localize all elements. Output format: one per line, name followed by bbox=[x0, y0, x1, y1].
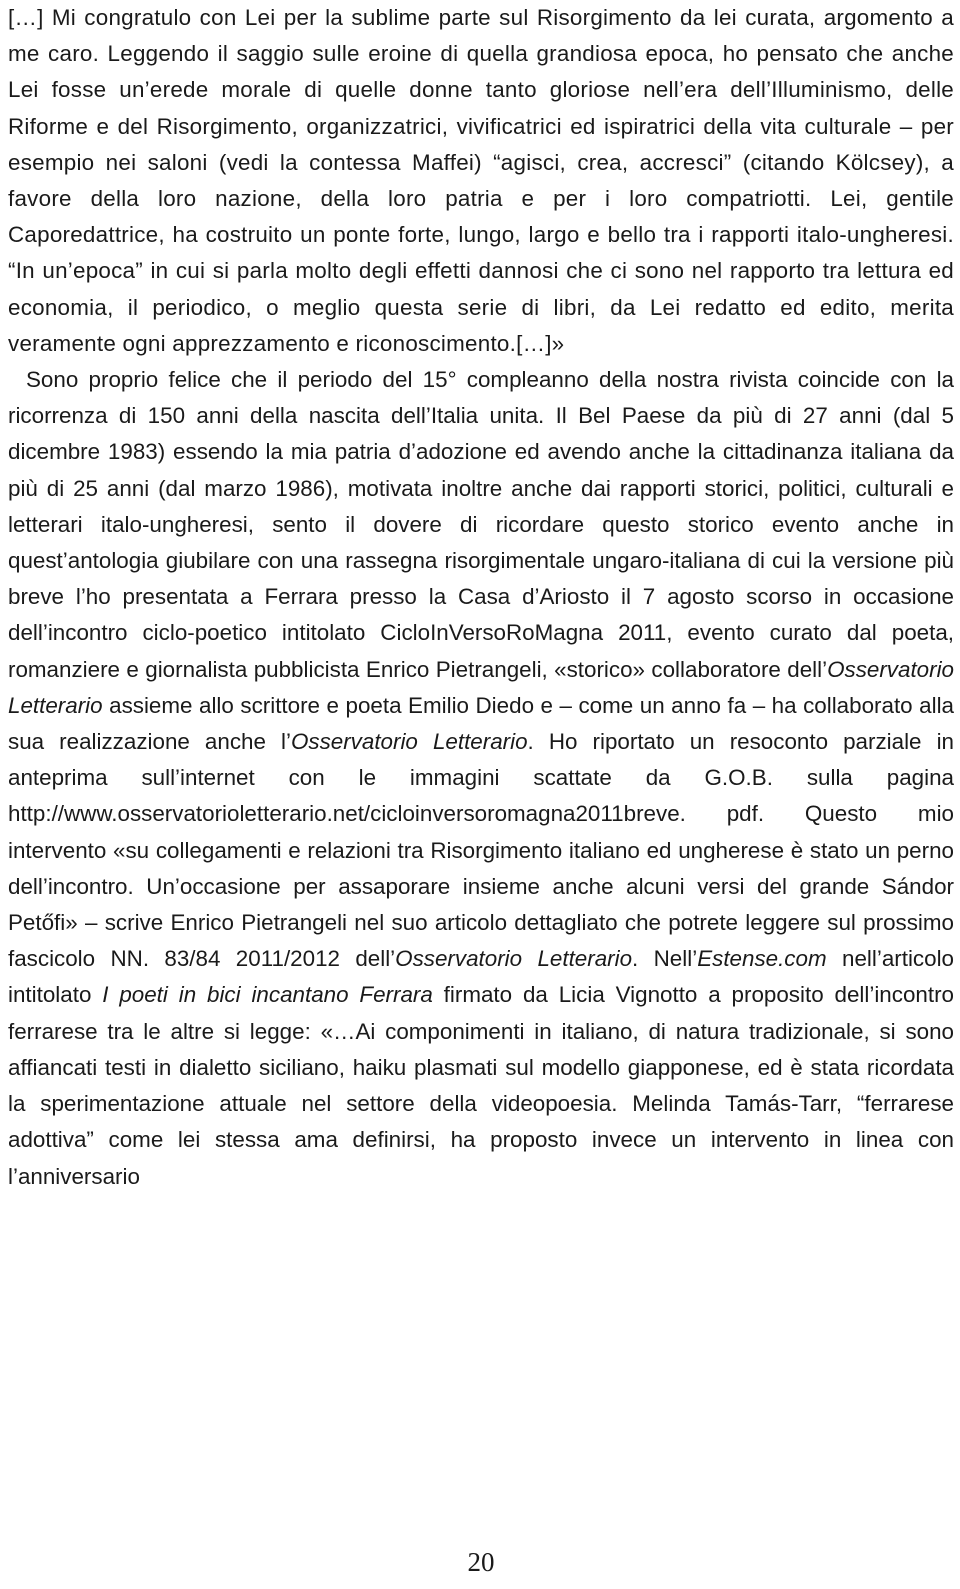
body-text-segment: Sono proprio felice che il periodo del 15° compleanno della nostra rivista coincide con la ricorrenza di 150 anni della nascita dell’Italia unita. Il Bel Paese da più di 27 anni (dal 5 dicembre 1983) essendo la mia patria d’adozione ed avendo anche la cittadinanza italiana da più di 25 anni (dal marzo 1986), motivata inoltre anche dai rapporti storici, politici, culturali e letterari italo-ungheresi, sento il dovere di ricordare questo storico evento anche in quest’antologia giubilare con una rassegna risorgimentale ungaro-italiana di cui la versione più breve l’ho presentata a Ferrara presso la Casa d’Ariosto il 7 agosto scorso in occasione dell’incontro ciclo-poetico intitolato CicloInVersoRoMagna 2011, evento curato dal poeta, romanziere e giornalista pubblicista Enrico Pietrangeli, «storico» collaboratore dell’ bbox=[8, 367, 954, 682]
body-paragraph bbox=[8, 362, 954, 1195]
page-number: 20 bbox=[467, 1547, 495, 1577]
body-text-segment: assieme allo scrittore e poeta Emilio Diedo e – come un anno fa – ha collaborato alla sua realizzazione anche l’ bbox=[8, 692, 954, 755]
journal-title: Osservatorio Letterario bbox=[8, 656, 954, 718]
article-title: I poeti in bici incantano Ferrara bbox=[102, 982, 433, 1008]
website-name: Estense.com bbox=[697, 946, 827, 972]
document-page bbox=[8, 0, 954, 1589]
journal-title: Osservatorio Letterario bbox=[290, 729, 528, 755]
body-text-segment: . Nell’ bbox=[632, 946, 698, 972]
body-text-segment: nell’articolo intitolato bbox=[8, 946, 954, 1008]
body-text-segment: . Ho riportato un resoconto parziale in anteprima sull’internet con le immagini scattate da G.O.B. sulla pagina http://www.osservatorioletterario.net/cicloinversoromagna2011breve. pdf. Questo mio intervento «su collegamenti e relazioni tra Risorgimento italiano ed ungherese è stato un perno dell’incontro. Un’occasione per assaporare insieme anche alcuni versi del grande Sándor Petőfi» – scrive Enrico Pietrangeli nel suo articolo dettagliato che potrete leggere sul prossimo fascicolo NN. 83/84 2011/2012 dell’ bbox=[8, 729, 955, 972]
body-text-segment: firmato da Licia Vignotto a proposito dell’incontro ferrarese tra le altre si legge: «…Ai componimenti in italiano, di natura tradizionale, si sono affiancati testi in dialetto siciliano, haiku plasmati sul modello giapponese, ed è stata ricordata la sperimentazione attuale nel settore della videopoesia. Melinda Tamás-Tarr, “ferrarese adottiva” come lei stessa ama definirsi, ha proposto invece un intervento in linea con l’anniversario bbox=[8, 982, 954, 1189]
quoted-letter-paragraph: […] Mi congratulo con Lei per la sublime parte sul Risorgimento da lei curata, argomento a me caro. Leggendo il saggio sulle eroine di quella grandiosa epoca, ho pensato che anche Lei fosse un’erede morale di quelle donne tanto gloriose nell’era dell’Illuminismo, delle Riforme e del Risorgimento, organizzatrici, vivificatrici ed ispiratrici della vita culturale – per esempio nei saloni (vedi la contessa Maffei) “agisci, crea, accresci” (citando Kölcsey), a favore della loro nazione, della loro patria e per i loro compatriotti. Lei, gentile Caporedattrice, ha costruito un ponte forte, lungo, largo e bello tra i rapporti italo-ungheresi. “In un’epoca” in cui si parla molto degli effetti dannosi che ci sono nel rapporto tra lettura ed economia, il periodico, o meglio questa serie di libri, da Lei redatto ed edito, merita veramente ogni apprezzamento e riconoscimento.[…]» bbox=[8, 5, 954, 356]
journal-title: Osservatorio Letterario bbox=[395, 946, 633, 972]
